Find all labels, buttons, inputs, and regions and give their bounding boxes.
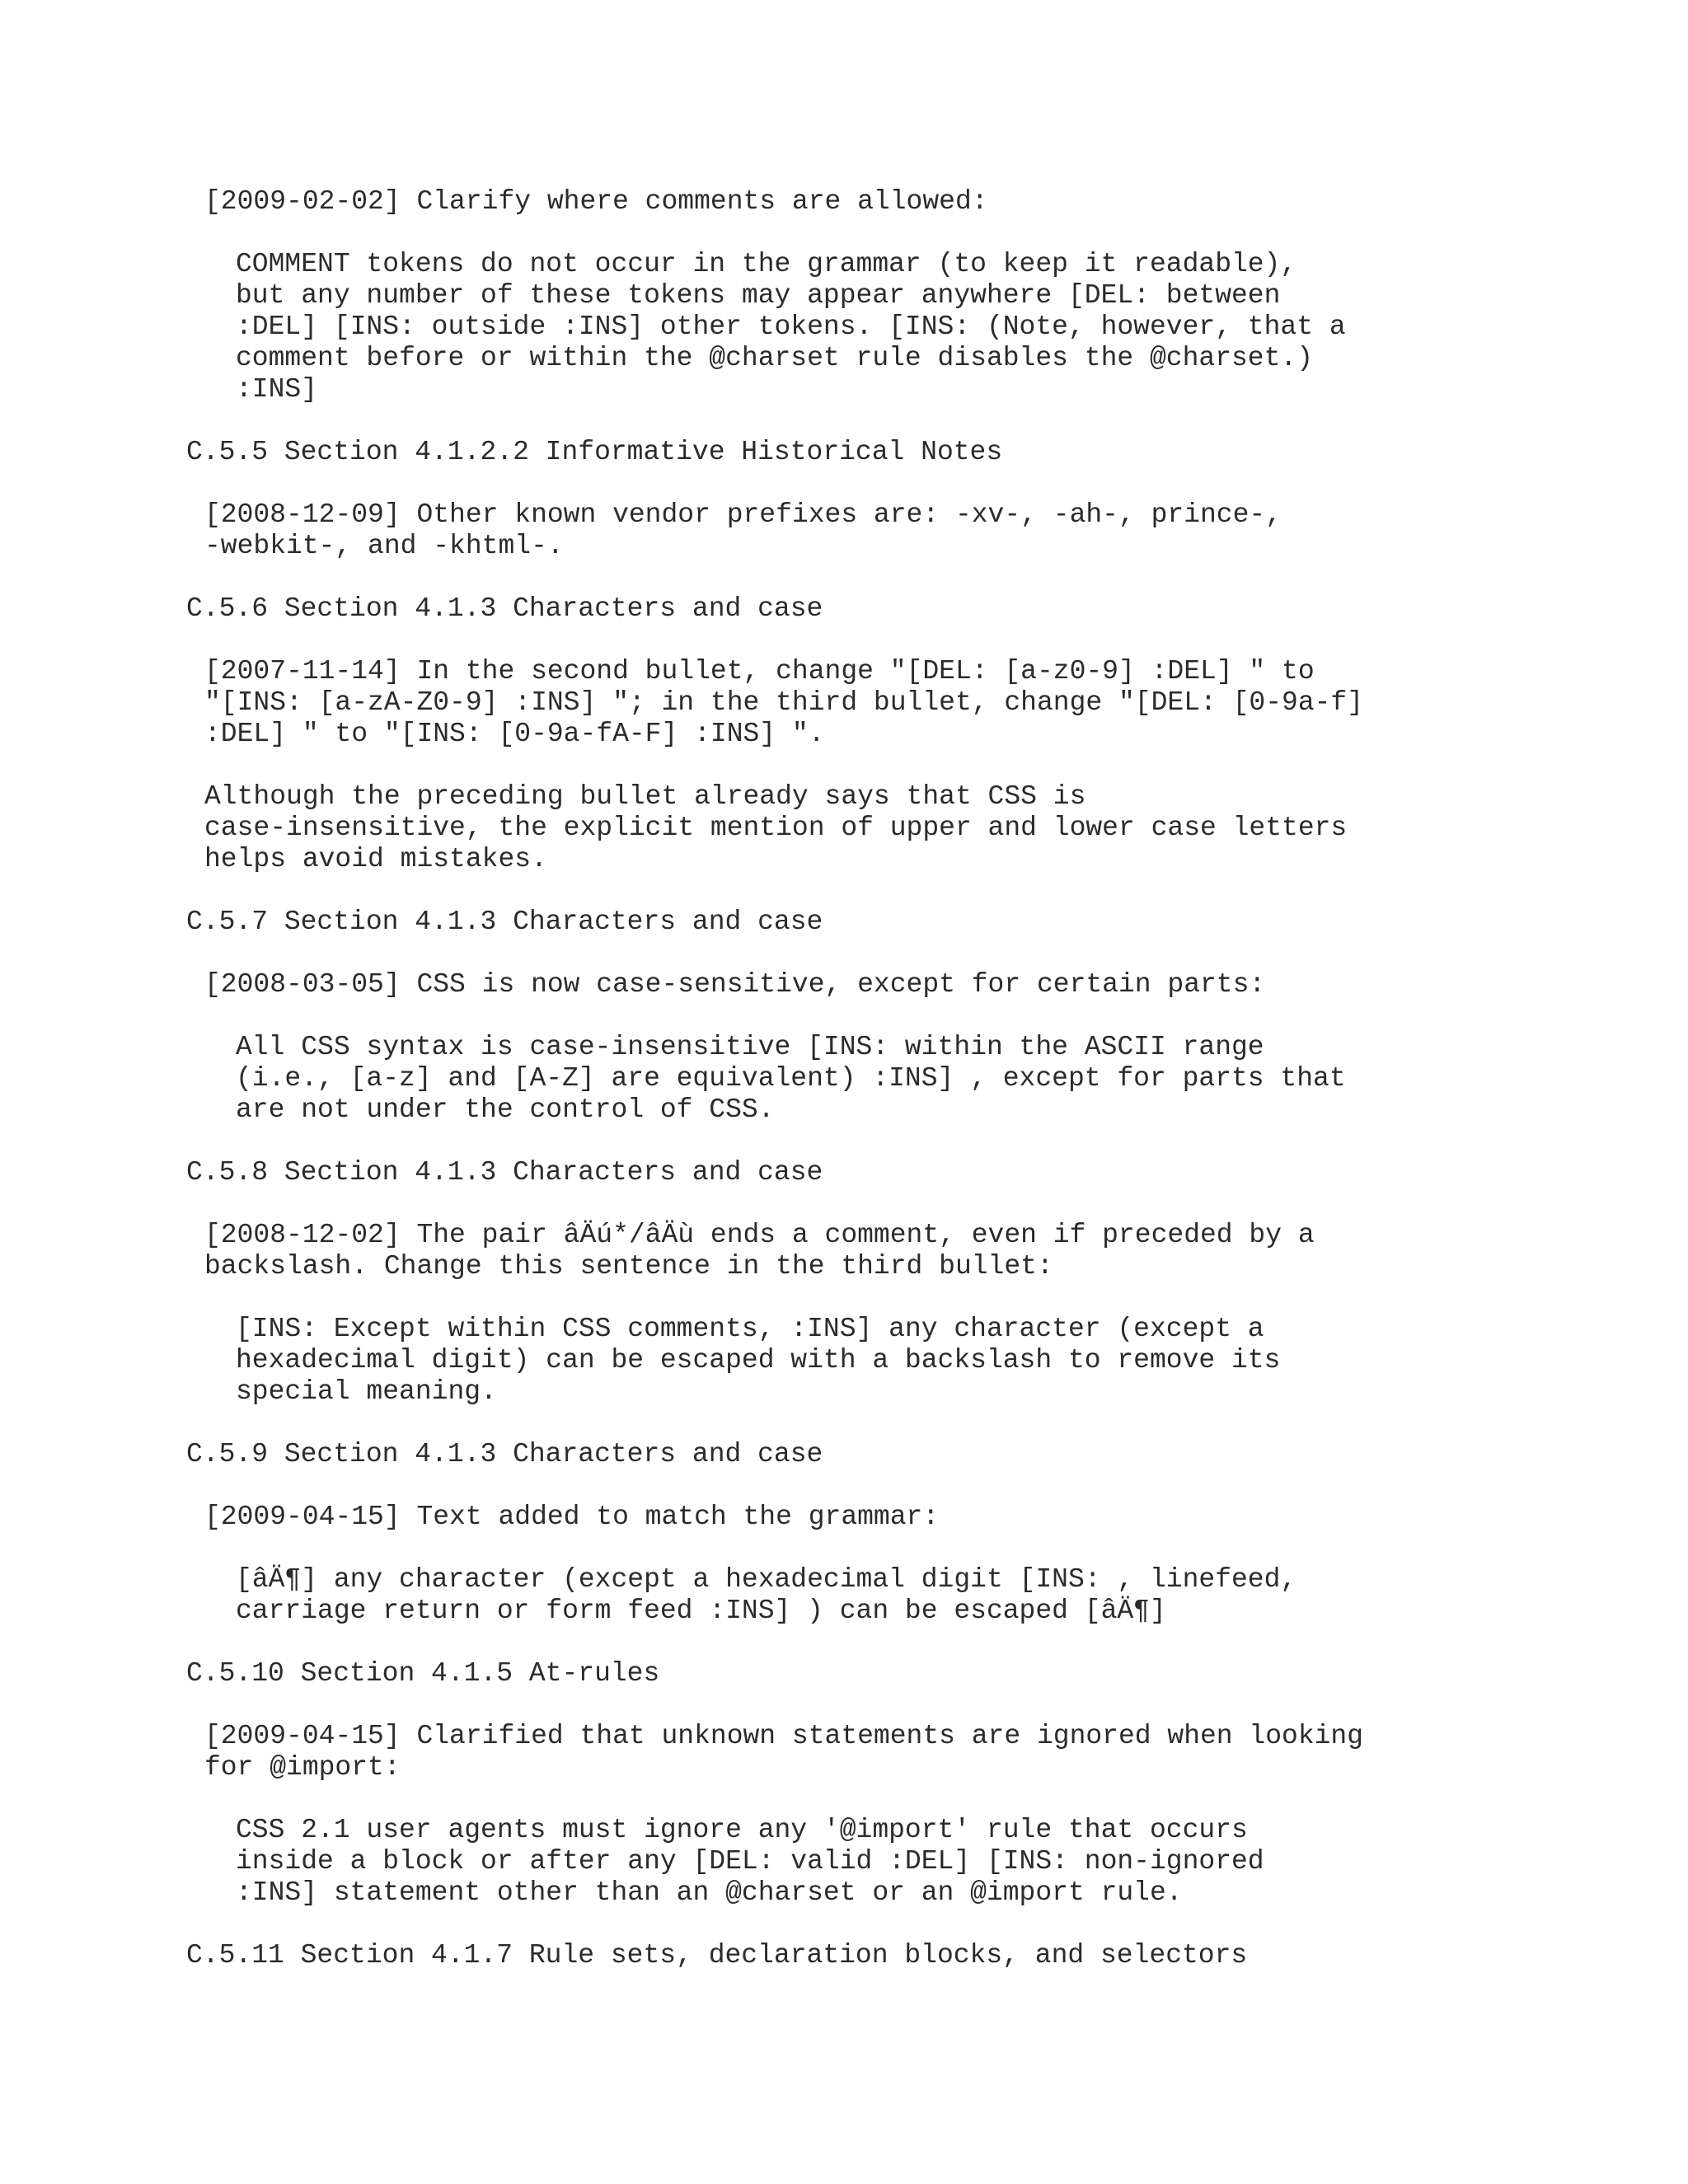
quoted-text-line: are not under the control of CSS.	[236, 1094, 775, 1125]
quoted-text-line: (i.e., [a-z] and [A-Z] are equivalent) :INS] , except for parts that	[236, 1063, 1346, 1094]
section-heading: C.5.5 Section 4.1.2.2 Informative Historical Notes	[186, 437, 1003, 467]
quoted-text-line: but any number of these tokens may appear anywhere [DEL: between	[236, 280, 1281, 311]
note-date-line: [2009-04-15] Clarified that unknown statements are ignored when looking	[204, 1721, 1364, 1751]
note-date-line: [2008-12-02] The pair âÄú*/âÄù ends a comment, even if preceded by a	[204, 1220, 1315, 1250]
quoted-text-line: :DEL] [INS: outside :INS] other tokens. [INS: (Note, however, that a	[236, 312, 1346, 342]
note-date-line: [2007-11-14] In the second bullet, change "[DEL: [a-z0-9] :DEL] " to	[204, 656, 1315, 687]
quoted-text-line: carriage return or form feed :INS] ) can be escaped [âÄ¶]	[236, 1596, 1166, 1626]
note-text-line: helps avoid mistakes.	[204, 844, 547, 874]
quoted-text-line: [âÄ¶] any character (except a hexadecimal digit [INS: , linefeed,	[236, 1564, 1297, 1595]
note-text-line: :DEL] " to "[INS: [0-9a-fA-F] :INS] ".	[204, 719, 825, 749]
note-text-line: for @import:	[204, 1752, 401, 1783]
quoted-text-line: :INS] statement other than an @charset or an @import rule.	[236, 1877, 1183, 1908]
note-text-line: case-insensitive, the explicit mention of upper and lower case letters	[204, 813, 1348, 843]
note-date-line: [2008-03-05] CSS is now case-sensitive, except for certain parts:	[204, 969, 1266, 1000]
quoted-text-line: :INS]	[236, 374, 318, 405]
quoted-text-line: All CSS syntax is case-insensitive [INS: within the ASCII range	[236, 1032, 1264, 1062]
note-text-line: Although the preceding bullet already says that CSS is	[204, 781, 1086, 812]
note-date-line: [2009-04-15] Text added to match the grammar:	[204, 1502, 940, 1532]
quoted-text-line: inside a block or after any [DEL: valid :DEL] [INS: non-ignored	[236, 1846, 1264, 1877]
quoted-text-line: special meaning.	[236, 1376, 497, 1407]
quoted-text-line: comment before or within the @charset rule disables the @charset.)	[236, 343, 1314, 373]
note-date-line: [2008-12-09] Other known vendor prefixes are: -xv-, -ah-, prince-,	[204, 499, 1282, 530]
note-text-line: "[INS: [a-zA-Z0-9] :INS] "; in the third bullet, change "[DEL: [0-9a-f]	[204, 687, 1364, 718]
quoted-text-line: [INS: Except within CSS comments, :INS] any character (except a	[236, 1314, 1264, 1344]
section-heading: C.5.11 Section 4.1.7 Rule sets, declaration blocks, and selectors	[186, 1940, 1248, 1971]
section-heading: C.5.8 Section 4.1.3 Characters and case	[186, 1157, 823, 1188]
quoted-text-line: CSS 2.1 user agents must ignore any '@import' rule that occurs	[236, 1815, 1248, 1845]
quoted-text-line: COMMENT tokens do not occur in the grammar (to keep it readable),	[236, 249, 1297, 279]
section-heading: C.5.6 Section 4.1.3 Characters and case	[186, 593, 823, 624]
quoted-text-line: hexadecimal digit) can be escaped with a backslash to remove its	[236, 1345, 1281, 1376]
note-text-line: backslash. Change this sentence in the third bullet:	[204, 1251, 1053, 1282]
note-date-line: [2009-02-02] Clarify where comments are allowed:	[204, 186, 988, 217]
section-heading: C.5.9 Section 4.1.3 Characters and case	[186, 1439, 823, 1469]
section-heading: C.5.10 Section 4.1.5 At-rules	[186, 1658, 660, 1689]
section-heading: C.5.7 Section 4.1.3 Characters and case	[186, 907, 823, 937]
note-text-line: -webkit-, and -khtml-.	[204, 531, 564, 561]
